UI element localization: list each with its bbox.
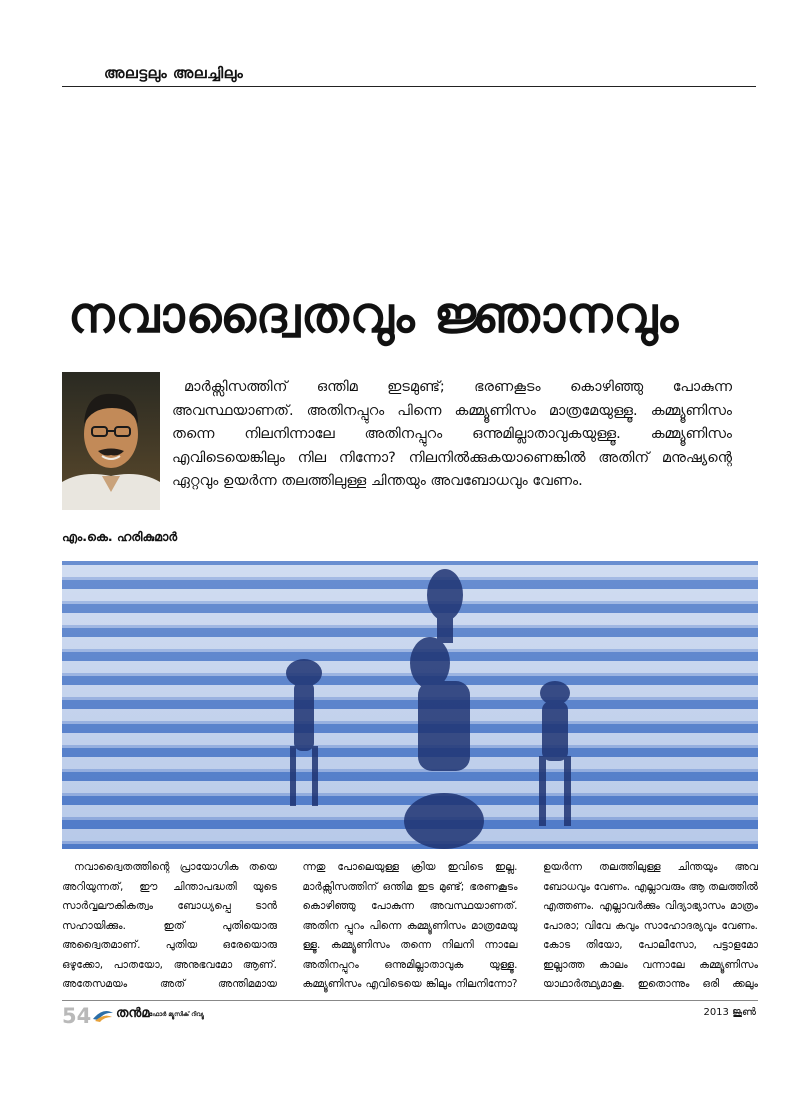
section-label: അലട്ടലും അലച്ചിലും: [104, 64, 244, 82]
issue-date: 2013 ജൂൺ: [703, 1007, 756, 1018]
author-name: എം.കെ. ഹരികുമാർ: [62, 529, 178, 544]
body-column-2: ന്നതു പോലെയുള്ള ക്രിയ ഇവിടെ ഇല്ല. മാർക്സിസത്തിന് ഒന്തിമ ഇട മുണ്ട്; ഭരണകൂടം കൊഴിഞ്ഞു പോകുന്ന അവസ്ഥയാണത്. അതിന പ്പുറം പിന്നെ കമ്മ്യൂണിസം മാത്രമേയു ള്ളൂ. കമ്മ്യൂണിസം തന്നെ നിലനി ന്നാലേ അതിനപ്പുറം ഒന്നുമില്ലാതാവുക യുള്ളൂ. കമ്മ്യൂണിസം എവിടെയെ ങ്കിലും നിലനിന്നോ?: [302, 861, 518, 990]
magazine-logo-icon: [92, 1007, 114, 1023]
hero-image: [62, 561, 758, 849]
magazine-tagline: ഫോർ മ്യൂസിക് റിവ്യൂ: [149, 1011, 204, 1018]
page-number: 54: [62, 1004, 92, 1028]
article-title: നവാദ്വൈതവും ജ്ഞാനവും: [68, 286, 680, 344]
section-header: [62, 64, 756, 87]
footer-rule: [62, 1000, 758, 1001]
author-photo: [62, 372, 160, 510]
body-column-3: ഉയർന്ന തലത്തിലുള്ള ചിന്തയും അവ ബോധവും വേണം. എല്ലാവരും ആ തലത്തിൽ എത്തണം. എല്ലാവർക്കും വിദ്യാഭ്യാസം മാത്രം പോരാ; വിവേ കവും സാഹോദര്യവും വേണം. കോട തിയോ, പോലീസോ, പട്ടാളമോ ഇല്ലാത്ത കാലം വന്നാലേ കമ്മ്യൂണിസം യാഥാർത്ഥ്യമാകൂ. ഇതൊന്നും ഒരി ക്കലും: [543, 861, 758, 990]
intro-text: മാർക്സിസത്തിന് ഒന്തിമ ഇടമുണ്ട്; ഭരണകൂടം കൊഴിഞ്ഞു പോകുന്ന അവസ്ഥയാണത്. അതിനപ്പുറം പിന്നെ കമ്മ്യൂണിസം മാത്രമേയുള്ളൂ. കമ്മ്യൂണിസം തന്നെ നിലനിന്നാലേ അതിനപ്പുറം ഒന്നുമില്ലാതാവുകയുള്ളൂ. കമ്മ്യൂണിസം എവിടെയെങ്കിലും നില നിന്നോ? നിലനിൽക്കുകയാണെങ്കിൽ അതിന് മനുഷ്യന്റെ ഏറ്റവും ഉയർന്ന തലത്തിലുള്ള ചിന്തയും അവബോധവും വേണം.: [172, 379, 732, 489]
body-columns: [62, 858, 758, 998]
magazine-name: തൻമ: [116, 1006, 150, 1021]
body-column-1: നവാദ്വൈതത്തിന്റെ പ്രായോഗിക തയെ അറിയുന്നത്, ഈ ചിന്താപദ്ധതി യുടെ സാർവ്വലൗകികത്വം ബോധ്യപ്പെ ടാൻ സഹായിക്കും. ഇത് പുതിയൊരു അദ്വൈതമാണ്. പുതിയ ഒരേയൊരു ഒഴുക്കോ, പാതയോ, അനുഭവമോ ആണ്. അതേസമയം അത് അന്തിമമായ: [62, 861, 277, 990]
